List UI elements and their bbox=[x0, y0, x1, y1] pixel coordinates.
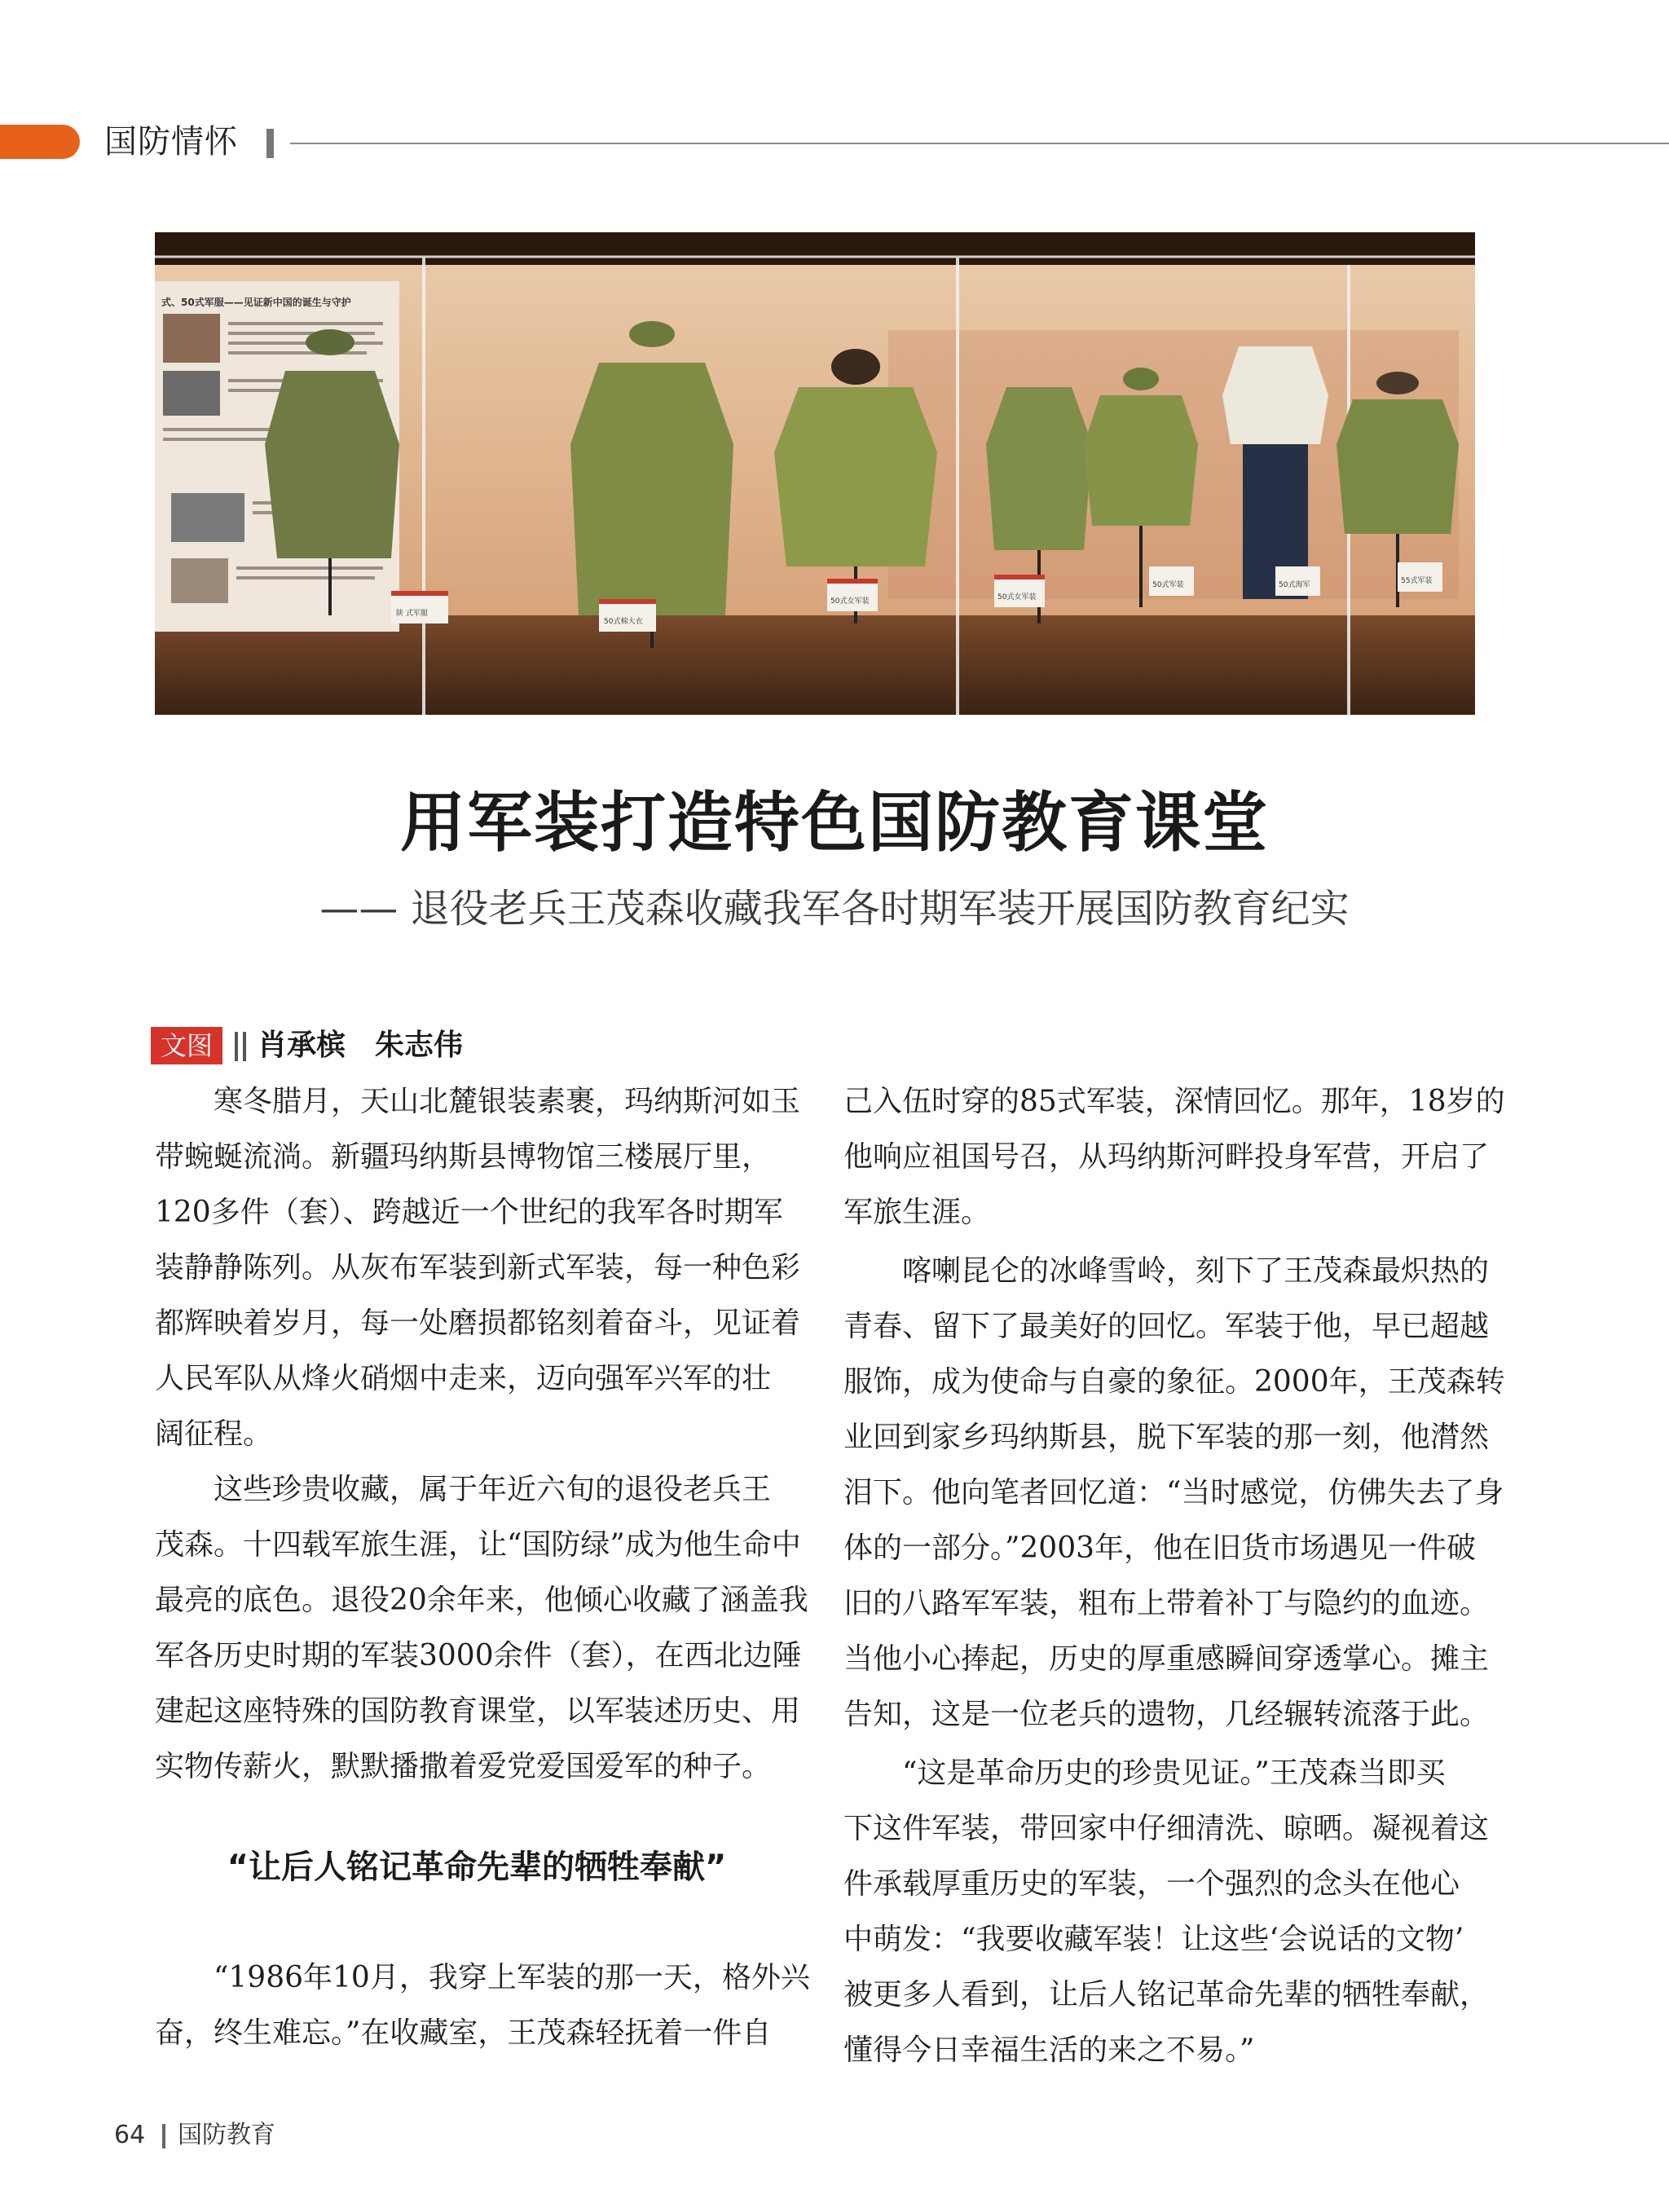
text-line: 懂得今日幸福生活的来之不易。” bbox=[843, 2034, 1255, 2067]
paragraph bbox=[155, 1462, 808, 1795]
text-line: 当他小心捧起，历史的厚重感瞬间穿透掌心。摊主 bbox=[843, 1642, 1490, 1676]
text-line: 奋，终生难忘。”在收藏室，王茂森轻抚着一件自 bbox=[155, 2016, 772, 2050]
text-line: 被更多人看到，让后人铭记革命先辈的牺牲奉献， bbox=[843, 1978, 1490, 2012]
article-title: 用军装打造特色国防教育课堂 bbox=[400, 785, 1269, 861]
text-line: 业回到家乡玛纳斯县，脱下军装的那一刻，他潸然 bbox=[843, 1421, 1490, 1454]
text-line: 中萌发：“我要收藏军装！让这些‘会说话的文物’ bbox=[843, 1923, 1464, 1956]
left-column-continued bbox=[155, 1950, 810, 2061]
paragraph bbox=[843, 1074, 1505, 1240]
right-column bbox=[843, 1074, 1505, 2078]
placard-7: 55式军装 bbox=[1401, 577, 1433, 585]
text-line: 都辉映着岁月，每一处磨损都铭刻着奋斗，见证着 bbox=[155, 1306, 801, 1340]
text-line: 寒冬腊月，天山北麓银装素裹，玛纳斯河如玉 bbox=[155, 1085, 801, 1118]
text-line: 己入伍时穿的85式军装，深情回忆。那年，18岁的 bbox=[843, 1085, 1505, 1118]
placard-6: 50式海军 bbox=[1279, 581, 1310, 589]
paragraph bbox=[843, 1244, 1505, 1743]
page-number: 64 bbox=[114, 2121, 146, 2149]
text-line: 告知，这是一位老兵的遗物，几经辗转流落于此。 bbox=[843, 1698, 1490, 1731]
text-line: 阔征程。 bbox=[155, 1417, 273, 1451]
text-line: 服饰，成为使命与自豪的象征。2000年，王茂森转 bbox=[843, 1365, 1505, 1399]
placard-3: 50式女军装 bbox=[830, 597, 870, 606]
magazine-name: 国防教育 bbox=[178, 2121, 275, 2149]
panel-heading: 式、50式军服——见证新中国的诞生与守护 bbox=[161, 297, 351, 308]
text-line: 建起这座特殊的国防教育课堂，以军装述历史、用 bbox=[155, 1694, 801, 1728]
placard-2: 50式棉大衣 bbox=[604, 618, 643, 626]
section-label: 国防情怀 bbox=[104, 123, 238, 161]
footer-divider-bar bbox=[162, 2124, 165, 2148]
left-column bbox=[155, 1074, 808, 1795]
exhibition-illustration bbox=[155, 232, 1475, 715]
article-subtitle: —— 退役老兵王茂森收藏我军各时期军装开展国防教育纪实 bbox=[319, 886, 1350, 932]
paragraph bbox=[155, 1950, 810, 2061]
paragraph bbox=[843, 1746, 1490, 2078]
text-line: 喀喇昆仑的冰峰雪岭，刻下了王茂森最炽热的 bbox=[843, 1254, 1490, 1288]
placard-5: 50式军装 bbox=[1152, 581, 1184, 589]
paragraph bbox=[155, 1074, 799, 1462]
text-line: “1986年10月，我穿上军装的那一天，格外兴 bbox=[155, 1961, 810, 1994]
text-line: 这些珍贵收藏，属于年近六旬的退役老兵王 bbox=[155, 1473, 772, 1506]
byline-authors: 肖承槟 朱志伟 bbox=[258, 1029, 464, 1062]
exhibition-photo bbox=[155, 232, 1475, 715]
section-divider-bar bbox=[266, 129, 274, 158]
placard-4: 50式女军装 bbox=[997, 593, 1037, 601]
text-line: 装静静陈列。从灰布军装到新式军装，每一种色彩 bbox=[155, 1251, 801, 1284]
text-line: 件承载厚重历史的军装，一个强烈的念头在他心 bbox=[843, 1867, 1460, 1901]
section-heading: “让后人铭记革命先辈的牺牲奉献” bbox=[227, 1848, 727, 1886]
text-line: 下这件军装，带回家中仔细清洗、晾晒。凝视着这 bbox=[843, 1812, 1490, 1845]
text-line: 带蜿蜒流淌。新疆玛纳斯县博物馆三楼展厅里， bbox=[155, 1140, 772, 1174]
text-line: “这是革命历史的珍贵见证。”王茂森当即买 bbox=[843, 1756, 1446, 1790]
header-rule bbox=[290, 143, 1669, 144]
text-line: 旧的八路军军装，粗布上带着补丁与隐约的血迹。 bbox=[843, 1587, 1490, 1620]
text-line: 120多件（套）、跨越近一个世纪的我军各时期军 bbox=[155, 1196, 783, 1229]
text-line: 实物传薪火，默默播撒着爱党爱国爱军的种子。 bbox=[155, 1750, 772, 1783]
text-line: 茂森。十四载军旅生涯，让“国防绿”成为他生命中 bbox=[155, 1528, 801, 1562]
text-line: 军各历史时期的军装3000余件（套），在西北边陲 bbox=[155, 1639, 802, 1672]
text-line: 泪下。他向笔者回忆道：“当时感觉，仿佛失去了身 bbox=[843, 1476, 1504, 1509]
text-line: 他响应祖国号召，从玛纳斯河畔投身军营，开启了 bbox=[843, 1140, 1490, 1174]
byline-separator bbox=[235, 1032, 246, 1061]
text-line: 青春、留下了最美好的回忆。军装于他，早已超越 bbox=[843, 1310, 1490, 1343]
text-line: 人民军队从烽火硝烟中走来，迈向强军兴军的壮 bbox=[155, 1362, 772, 1395]
text-line: 体的一部分。”2003年，他在旧货市场遇见一件破 bbox=[843, 1531, 1477, 1565]
text-line: 军旅生涯。 bbox=[843, 1196, 991, 1229]
placard-1: 陕 式军服 bbox=[396, 610, 428, 618]
section-tab-accent bbox=[0, 125, 80, 159]
byline-tag: 文图 bbox=[151, 1027, 222, 1064]
text-line: 最亮的底色。退役20余年来，他倾心收藏了涵盖我 bbox=[155, 1584, 808, 1617]
